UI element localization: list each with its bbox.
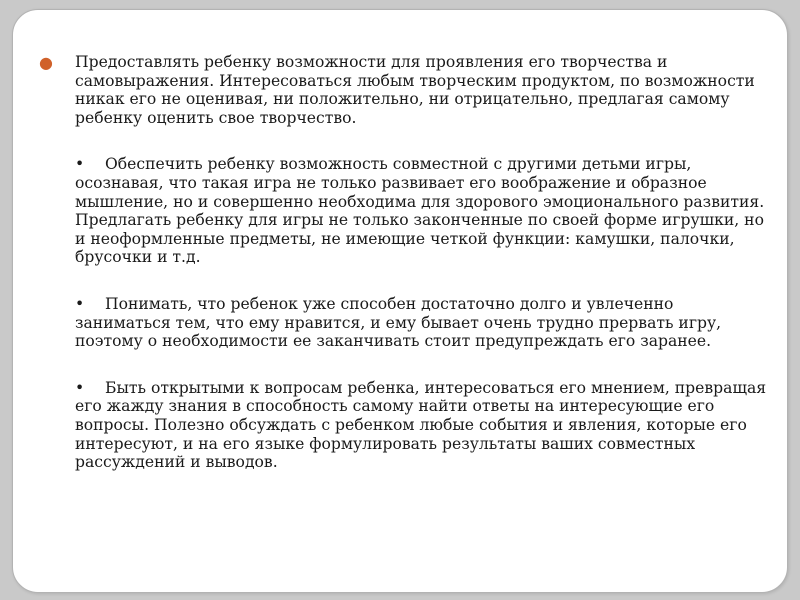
bullet-icon: ● — [39, 53, 53, 72]
slide — [12, 9, 788, 593]
paragraph-2-text — [75, 155, 769, 267]
paragraph-2 — [39, 155, 769, 267]
sub-bullet-icon: • — [75, 155, 85, 174]
paragraph-3-text — [75, 295, 769, 351]
paragraph-3 — [39, 295, 769, 351]
paragraph-4-body: Быть открытыми к вопросам ребенка, интересоваться его мнением, превращая его жажду знания в способность самому найти ответы на интересующие его вопросы. Полезно обсуждать с ребенком любые события и явления, которые его интересуют, и на его языке формулировать результаты ваших совместных рассуждений и выводов. — [75, 378, 767, 472]
paragraph-1-text: Предоставлять ребенку возможности для проявления его творчества и самовыражения. Интересоваться любым творческим продуктом, по возможности никак его не оценивая, ни положительно, ни отрицательно, предлагая самому ребенку оценить свое творчество. — [75, 53, 755, 127]
paragraph-4-text — [75, 379, 769, 472]
slide-content — [39, 53, 769, 500]
paragraph-4 — [39, 379, 769, 472]
paragraph-3-body: Понимать, что ребенок уже способен достаточно долго и увлеченно заниматься тем, что ему нравится, и ему бывает очень трудно прервать игру, поэтому о необходимости ее заканчивать стоит предупреждать его заранее. — [75, 294, 722, 351]
sub-bullet-icon: • — [75, 294, 85, 313]
paragraph-2-body: Обеспечить ребенку возможность совместной с другими детьми игры, осознавая, что такая игра не только развивает его воображение и образное мышление, но и совершенно необходима для здорового эмоционального развития. Предлагать ребенку для игры не только законченные по своей форме игрушки, но и неоформленные предметы, не имеющие четкой функции: камушки, палочки, брусочки и т.д. — [75, 155, 765, 267]
sub-bullet-icon: • — [75, 378, 85, 397]
paragraph-1 — [39, 53, 769, 127]
